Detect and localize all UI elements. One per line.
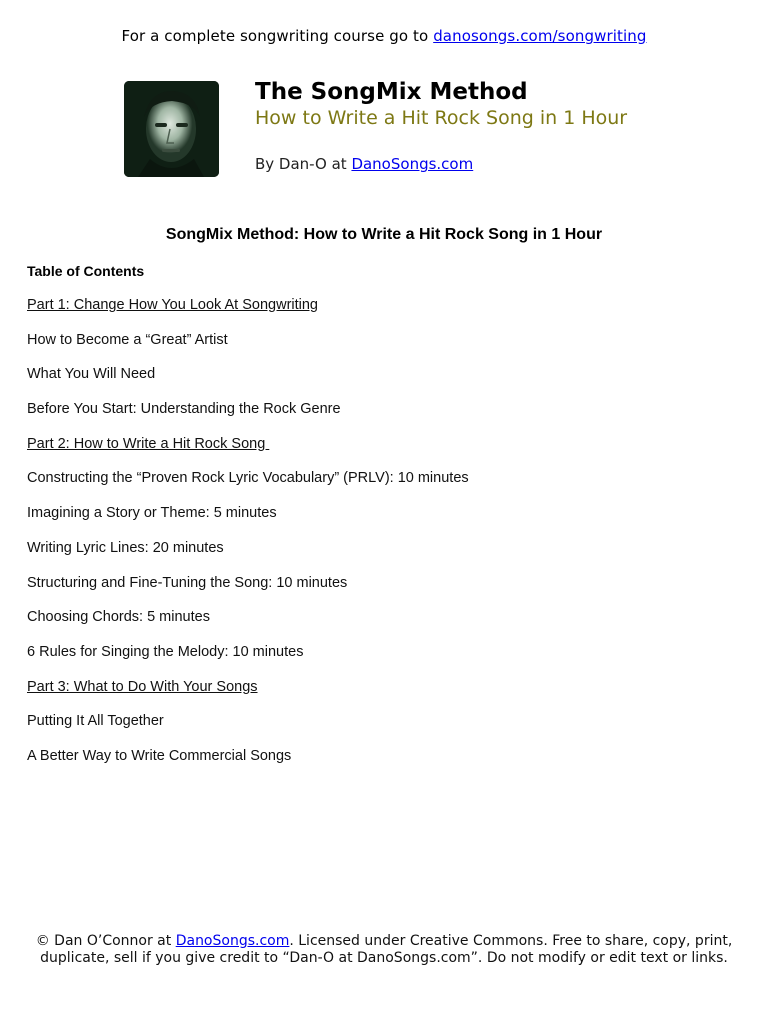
toc-entry: Before You Start: Understanding the Rock Genre [27,401,341,418]
toc-entry: Choosing Chords: 5 minutes [27,609,210,626]
toc-entry: 6 Rules for Singing the Melody: 10 minutes [27,643,304,660]
toc-entry: Structuring and Fine-Tuning the Song: 10 minutes [27,574,348,591]
table-of-contents [27,296,469,782]
author-portrait [124,81,219,177]
page-subtitle: How to Write a Hit Rock Song in 1 Hour [255,107,628,129]
toc-entry: Constructing the “Proven Rock Lyric Vocabulary” (PRLV): 10 minutes [27,470,469,487]
page-title: The SongMix Method [255,79,528,105]
top-banner [0,27,768,45]
toc-entry: Putting It All Together [27,713,164,730]
toc-entry: Writing Lyric Lines: 20 minutes [27,539,224,556]
toc-part-link[interactable]: Part 1: Change How You Look At Songwriting [27,297,318,313]
toc-entry: A Better Way to Write Commercial Songs [27,747,292,764]
danosongs-link[interactable]: DanoSongs.com [351,155,474,173]
toc-heading: Table of Contents [27,263,145,279]
footer-license [30,933,738,967]
byline [255,155,473,173]
toc-part-link[interactable]: Part 3: What to Do With Your Songs [27,678,258,695]
toc-entry: What You Will Need [27,366,156,383]
toc-entry: How to Become a “Great” Artist [27,331,228,348]
toc-part-link[interactable]: Part 2: How to Write a Hit Rock Song [27,435,270,452]
document-title: SongMix Method: How to Write a Hit Rock Song in 1 Hour [165,226,603,243]
byline-text: By Dan-O at [255,155,352,173]
songwriting-course-link[interactable]: danosongs.com/songwriting [433,27,647,45]
toc-entry: Imagining a Story or Theme: 5 minutes [27,505,277,522]
footer-text: © Dan O’Connor at [35,933,176,949]
banner-text: For a complete songwriting course go to [121,27,434,45]
footer-danosongs-link[interactable]: DanoSongs.com [175,933,290,949]
footer-license-text: . Licensed under Creative Commons. Free to share, copy, print, duplicate, sell if you give credit to “Dan-O at DanoSongs.com”. Do not modify or edit text or links. [40,933,733,966]
